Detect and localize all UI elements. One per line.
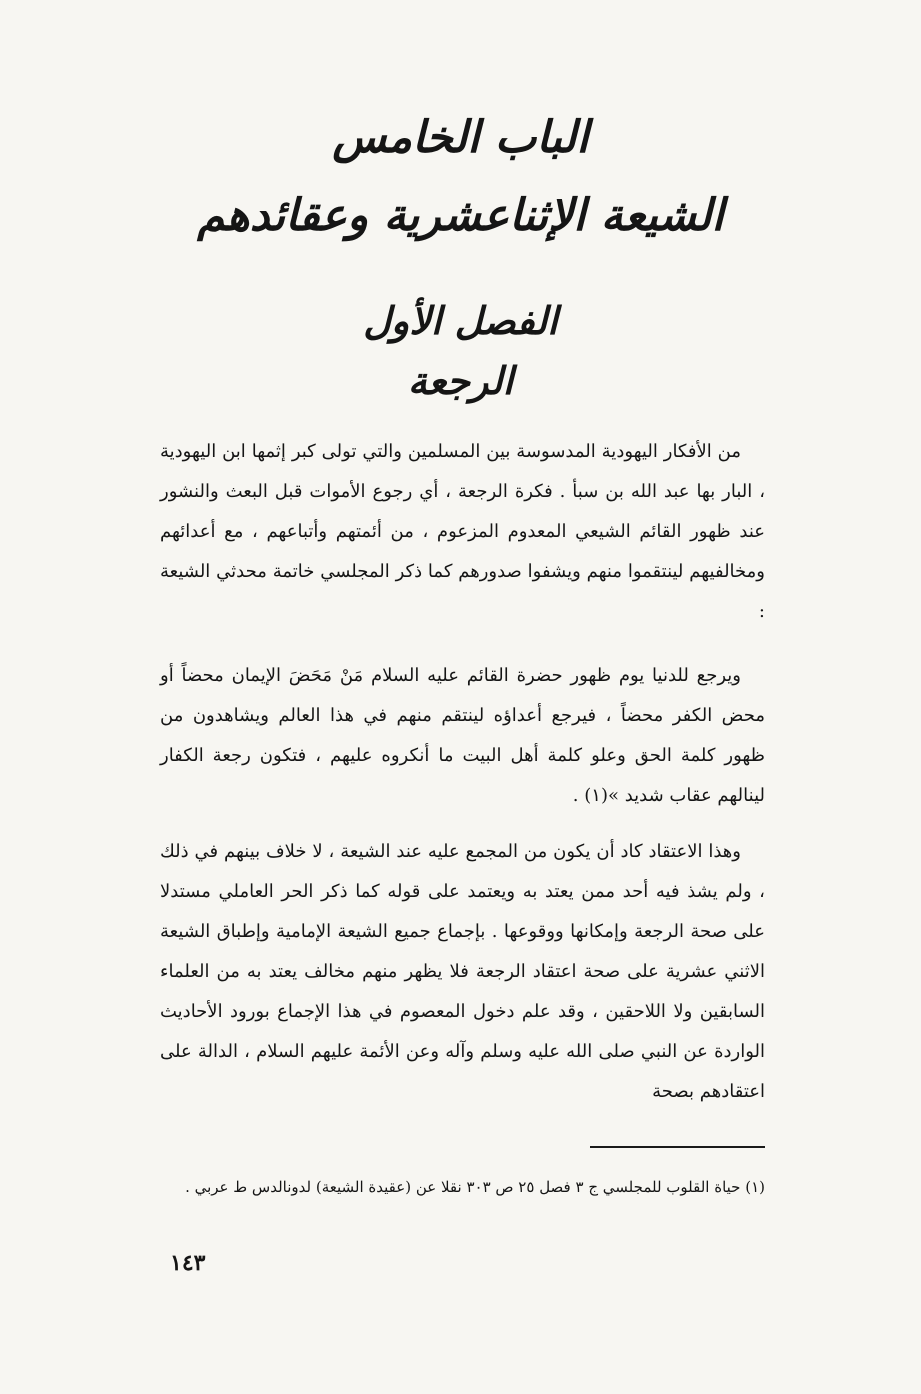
section-heading: الفصل الأول xyxy=(363,298,558,343)
paragraph-1: من الأفكار اليهودية المدسوسة بين المسلمين والتي تولى كبر إثمها ابن اليهودية ، البار بها عبد الله بن سبأ . فكرة الرجعة ، أي رجوع الأموات قبل البعث والنشور عند ظهور القائم الشيعي المعدوم المزعوم ، من أئمتهم وأتباعهم ، مع أعدائهم ومخالفيهم لينتقموا منهم ويشفوا صدورهم كما ذكر المجلسي خاتمة محدثي الشيعة : xyxy=(160,441,765,622)
page-number: ١٤٣ xyxy=(170,1250,206,1276)
chapter-heading: الباب الخامس xyxy=(332,112,589,163)
footnote-separator xyxy=(590,1146,765,1148)
paragraph-2: ويرجع للدنيا يوم ظهور حضرة القائم عليه السلام مَنْ مَحَضَ الإيمان محضاً أو محض الكفر محضاً ، فيرجع أعداؤه لينتقم منهم في هذا العالم ويشاهدون من ظهور كلمة الحق وعلو كلمة أهل البيت ما أنكروه عليهم ، فتكون رجعة الكفار لينالهم عقاب شديد »(١) . xyxy=(160,665,765,806)
chapter-title: الشيعة الإثناعشرية وعقائدهم xyxy=(197,190,724,241)
footnote: (١) حياة القلوب للمجلسي ج ٣ فصل ٢٥ ص ٣٠٣ نقلا عن (عقيدة الشيعة) لدونالدس ط عربي . xyxy=(185,1178,765,1196)
section-subject: الرجعة xyxy=(407,358,514,403)
paragraph-3: وهذا الاعتقاد كاد أن يكون من المجمع عليه عند الشيعة ، لا خلاف بينهم في ذلك ، ولم يشذ فيه أحد ممن يعتد به ويعتمد على قوله كما ذكر الحر العاملي مستدلا على صحة الرجعة وإمكانها ووقوعها . بإجماع جميع الشيعة الإمامية وإطباق الشيعة الاثني عشرية على صحة اعتقاد الرجعة فلا يظهر منهم مخالف يعتد به من العلماء السابقين ولا اللاحقين ، وقد علم دخول المعصوم في هذا الإجماع بورود الأحاديث الواردة عن النبي صلى الله عليه وسلم وآله وعن الأئمة عليهم السلام ، الدالة على اعتقادهم بصحة xyxy=(160,841,765,1102)
